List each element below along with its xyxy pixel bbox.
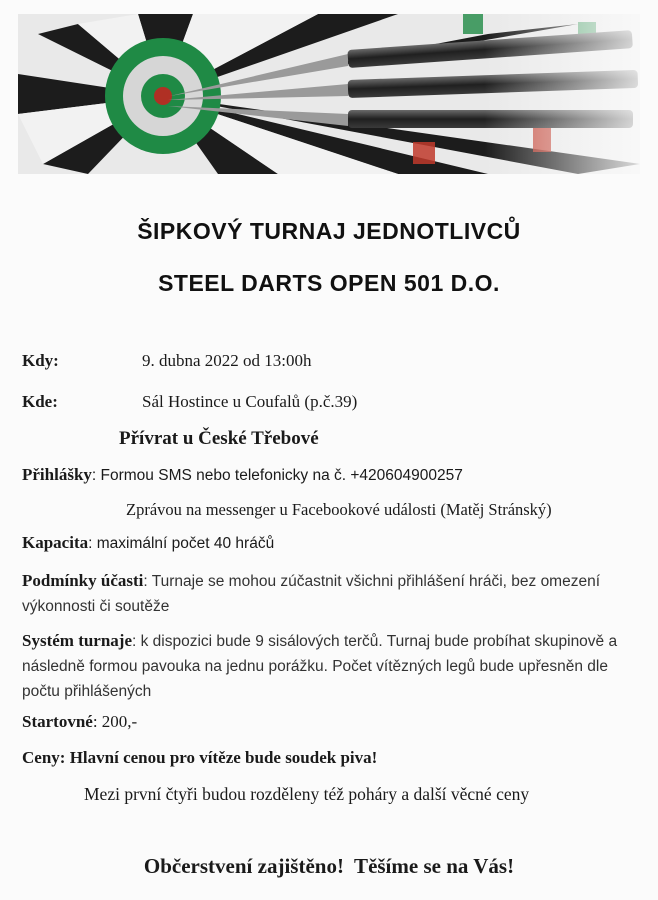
capacity-row — [22, 533, 274, 553]
conditions-label: Podmínky účasti — [22, 571, 144, 590]
fee-value: : 200,- — [92, 712, 138, 731]
registration-row — [22, 465, 463, 485]
registration-value: : Formou SMS nebo telefonicky na č. +420604900257 — [91, 467, 463, 484]
system-row — [22, 629, 642, 704]
prizes-value: : Hlavní cenou pro vítěze bude soudek piva! — [59, 748, 378, 767]
venue-label: Kde: — [22, 392, 58, 411]
prizes-secondary: Mezi první čtyři budou rozděleny též poháry a další věcné ceny — [84, 784, 530, 804]
venue-row — [22, 392, 358, 412]
capacity-value: : maximální počet 40 hráčů — [88, 535, 275, 552]
venue-place: Přívrat u České Třebové — [119, 428, 319, 449]
fee-row — [22, 712, 137, 732]
registration-messenger: Zprávou na messenger u Facebookové události (Matěj Stránský) — [126, 500, 552, 519]
date-row — [22, 351, 312, 371]
date-label: Kdy: — [22, 351, 59, 370]
fee-label: Startovné — [22, 712, 93, 731]
venue-value: Sál Hostince u Coufalů (p.č.39) — [142, 392, 358, 411]
registration-label: Přihlášky — [22, 465, 92, 484]
tournament-title: ŠIPKOVÝ TURNAJ JEDNOTLIVCŮ — [137, 218, 521, 244]
system-value: : k dispozici bude 9 sisálových terčů. Turnaj bude probíhat skupinově a následně formou pavouka na jednu porážku. Počet vítězných legů bude upřesněn dle počtu přihlášených — [22, 633, 618, 700]
prizes-row — [22, 748, 377, 768]
capacity-label: Kapacita — [22, 533, 89, 552]
prizes-label: Ceny — [22, 748, 60, 767]
date-value: 9. dubna 2022 od 13:00h — [142, 351, 312, 370]
conditions-row — [22, 569, 642, 619]
conditions-value: : Turnaje se mohou zúčastnit všichni přihlášení hráči, bez omezení výkonnosti či soutěže — [22, 573, 601, 615]
footer-message: Občerstvení zajištěno! Těšíme se na Vás! — [143, 854, 515, 878]
system-label: Systém turnaje — [22, 631, 133, 650]
dartboard-banner-image — [18, 14, 640, 174]
tournament-subtitle: STEEL DARTS OPEN 501 D.O. — [158, 270, 500, 296]
